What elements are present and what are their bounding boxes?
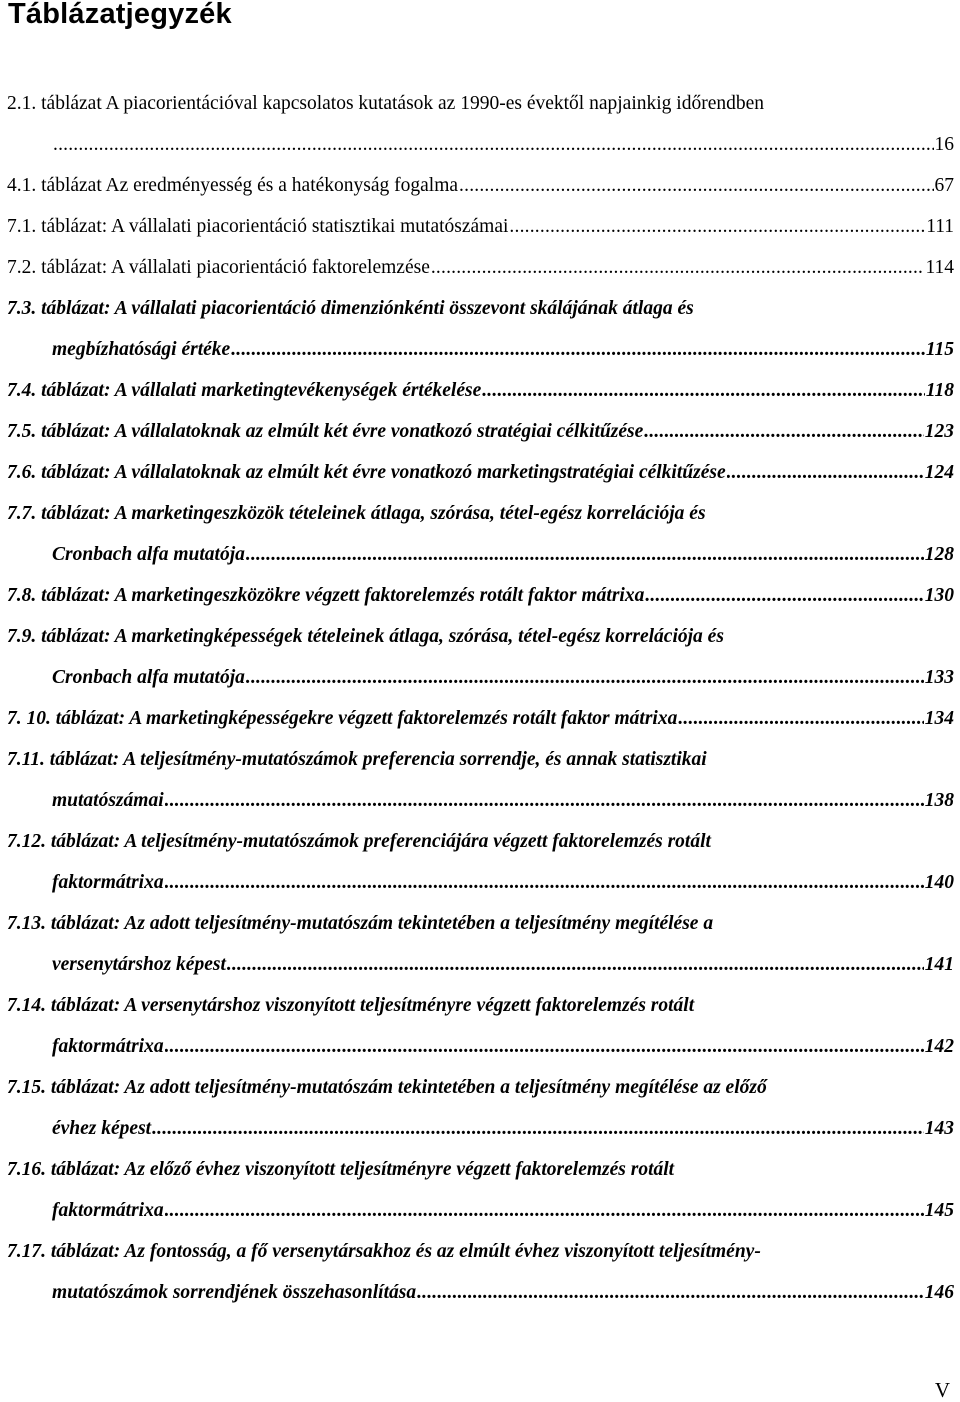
toc-entry-title: 7.2. táblázat: A vállalati piacorientáció faktorelemzése: [7, 257, 430, 278]
dot-leader: [727, 461, 924, 485]
toc-entry-page: 118: [925, 380, 954, 401]
toc-entry-title: 7.9. táblázat: A marketingképességek tételeinek átlaga, szórása, tétel-egész korrelációja és: [7, 626, 724, 647]
toc-entry-title: 7. 10. táblázat: A marketingképességekre végzett faktorelemzés rotált faktor mátrixa: [7, 708, 678, 729]
dot-leader: [152, 1117, 924, 1141]
dot-leader: [509, 215, 925, 239]
toc-entry-page: 142: [924, 1036, 954, 1057]
toc-entry-page: 146: [924, 1282, 954, 1303]
toc-entry-page: 145: [924, 1200, 954, 1221]
toc-entry-title: 7.7. táblázat: A marketingeszközök tételeinek átlaga, szórása, tétel-egész korrelációja és: [7, 503, 706, 524]
dot-leader: [645, 584, 923, 608]
dot-leader: [482, 379, 925, 403]
toc-entry-title: Cronbach alfa mutatója: [52, 544, 245, 565]
toc-entry-page: 128: [924, 544, 954, 565]
toc-entry-page: 130: [924, 585, 954, 606]
toc-entry-title: 4.1. táblázat Az eredményesség és a hatékonyság fogalma: [7, 175, 459, 196]
toc-entry-title: 7.6. táblázat: A vállalatoknak az elmúlt két évre vonatkozó marketingstratégiai célkitűzése: [7, 462, 726, 483]
toc-entry-title: Cronbach alfa mutatója: [52, 667, 245, 688]
toc-entry-page: 115: [925, 339, 954, 360]
toc-entry-page: 67: [934, 175, 954, 196]
page-number: V: [934, 1378, 950, 1402]
toc-entry-page: 134: [924, 708, 954, 729]
toc-entry-page: 140: [924, 872, 954, 893]
toc-entry-title: 7.4. táblázat: A vállalati marketingtevékenységek értékelése: [7, 380, 482, 401]
dot-leader: [227, 953, 924, 977]
toc-entry-title: faktormátrixa: [52, 1036, 164, 1057]
dot-leader: [231, 338, 925, 362]
toc-entry-title: 7.16. táblázat: Az előző évhez viszonyított teljesítményre végzett faktorelemzés rotált: [7, 1159, 675, 1180]
toc-entry-title: 7.3. táblázat: A vállalati piacorientáció dimenziónkénti összevont skálájának átlaga és: [7, 298, 694, 319]
toc-entry-page: 123: [924, 421, 954, 442]
toc-entry-title: évhez képest: [52, 1118, 152, 1139]
toc-entry-page: 143: [924, 1118, 954, 1139]
dot-leader: [165, 789, 924, 813]
toc-entry-title: 7.11. táblázat: A teljesítmény-mutatószámok preferencia sorrendje, és annak statisztikai: [7, 749, 707, 770]
toc-entry-title: megbízhatósági értéke: [52, 339, 231, 360]
dot-leader: [459, 174, 933, 198]
toc-entry-page: 141: [924, 954, 954, 975]
dot-leader: [678, 707, 923, 731]
toc-entry-page: 138: [924, 790, 954, 811]
page-title: Táblázatjegyzék: [8, 0, 232, 30]
toc-entry-title: 7.15. táblázat: Az adott teljesítmény-mutatószám tekintetében a teljesítmény megítélése az előző: [7, 1077, 767, 1098]
dot-leader: [431, 256, 925, 280]
toc-entry-title: 7.1. táblázat: A vállalati piacorientáció statisztikai mutatószámai: [7, 216, 509, 237]
dot-leader: [417, 1281, 924, 1305]
toc-entry-title: mutatószámai: [52, 790, 164, 811]
toc-entry-title: 7.12. táblázat: A teljesítmény-mutatószámok preferenciájára végzett faktorelemzés rotált: [7, 831, 711, 852]
toc-entry-title: faktormátrixa: [52, 1200, 164, 1221]
toc-entry-title: 7.8. táblázat: A marketingeszközökre végzett faktorelemzés rotált faktor mátrixa: [7, 585, 645, 606]
dot-leader: [246, 666, 924, 690]
toc-entry-page: 133: [924, 667, 954, 688]
dot-leader: [165, 871, 924, 895]
dot-leader: [165, 1199, 924, 1223]
toc-entry-page: 124: [924, 462, 954, 483]
dot-leader: [53, 133, 934, 157]
toc-entry-title: 2.1. táblázat A piacorientációval kapcsolatos kutatások az 1990-es évektől napjainkig időrendben: [7, 93, 765, 114]
toc-entry-page: 111: [926, 216, 954, 237]
dot-leader: [165, 1035, 924, 1059]
toc-entry-page: 16: [934, 134, 954, 155]
toc-entry-title: 7.13. táblázat: Az adott teljesítmény-mutatószám tekintetében a teljesítmény megítélése a: [7, 913, 714, 934]
toc-entry-title: 7.14. táblázat: A versenytárshoz viszonyított teljesítményre végzett faktorelemzés rotált: [7, 995, 695, 1016]
toc-entry-title: 7.5. táblázat: A vállalatoknak az elmúlt két évre vonatkozó stratégiai célkitűzése: [7, 421, 644, 442]
dot-leader: [246, 543, 924, 567]
toc-entry-title: faktormátrixa: [52, 872, 164, 893]
toc-entry-page: 114: [925, 257, 954, 278]
toc-entry-title: 7.17. táblázat: Az fontosság, a fő versenytársakhoz és az elmúlt évhez viszonyított teljesítmény-: [7, 1241, 761, 1262]
dot-leader: [644, 420, 923, 444]
toc-entry-title: mutatószámok sorrendjének összehasonlítása: [52, 1282, 417, 1303]
toc-entry-title: versenytárshoz képest: [52, 954, 226, 975]
